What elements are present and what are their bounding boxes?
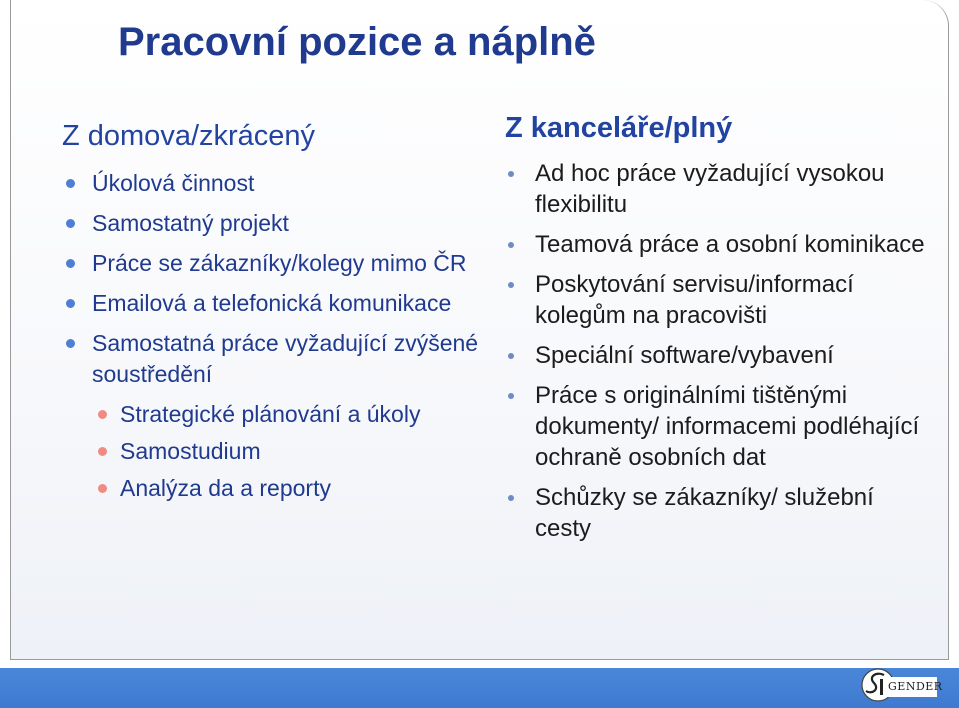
bullet-icon [508, 242, 514, 248]
list-item-text: Práce se zákazníky/kolegy mimo ČR [92, 250, 467, 276]
list-item-text: Úkolová činnost [92, 170, 255, 196]
bullet-icon [508, 353, 514, 359]
list-item [62, 168, 502, 199]
list-item [505, 482, 935, 544]
sub-bullet-icon [98, 447, 107, 456]
logo-text: GENDER [888, 680, 943, 693]
list-item-text: Schůzky se zákazníky/ služební cesty [535, 484, 874, 542]
list-item [505, 269, 935, 331]
list-item [505, 380, 935, 473]
right-column-list [505, 158, 935, 553]
list-item-text: Samostatná práce vyžadující zvýšené soustředění [92, 330, 479, 387]
list-item-text: Strategické plánování a úkoly [120, 401, 421, 427]
list-item-text: Ad hoc práce vyžadující vysokou flexibilitu [535, 160, 885, 218]
bullet-icon [66, 179, 75, 188]
sub-list-item [62, 473, 502, 504]
list-item-text: Samostatný projekt [92, 210, 289, 236]
list-item [505, 158, 935, 220]
list-item [62, 328, 502, 390]
left-column-heading: Z domova/zkrácený [62, 120, 316, 152]
bullet-icon [508, 393, 514, 399]
list-item [505, 340, 935, 371]
bullet-icon [66, 259, 75, 268]
bullet-icon [66, 299, 75, 308]
sub-list-item [62, 399, 502, 430]
left-column-list [62, 168, 502, 510]
bullet-icon [508, 495, 514, 501]
list-item-text: Samostudium [120, 438, 261, 464]
list-item-text: Teamová práce a osobní kominikace [535, 231, 925, 258]
sub-bullet-icon [98, 484, 107, 493]
bullet-icon [508, 282, 514, 288]
sub-list-item [62, 436, 502, 467]
list-item-text: Analýza da a reporty [120, 475, 331, 501]
footer-bar [0, 668, 959, 708]
list-item-text: Speciální software/vybavení [535, 342, 834, 369]
list-item [62, 288, 502, 319]
list-item-text: Emailová a telefonická komunikace [92, 290, 452, 316]
list-item-text: Poskytování servisu/informací kolegům na pracovišti [535, 271, 854, 329]
sub-bullet-icon [98, 410, 107, 419]
bullet-icon [508, 171, 514, 177]
list-item [62, 208, 502, 239]
list-item [62, 248, 502, 279]
list-item [505, 229, 935, 260]
list-item-text: Práce s originálními tištěnými dokumenty/ informacemi podléhající ochraně osobních dat [535, 382, 920, 471]
bullet-icon [66, 219, 75, 228]
slide-title: Pracovní pozice a náplně [118, 20, 596, 64]
right-column-heading: Z kanceláře/plný [505, 112, 733, 144]
bullet-icon [66, 339, 75, 348]
